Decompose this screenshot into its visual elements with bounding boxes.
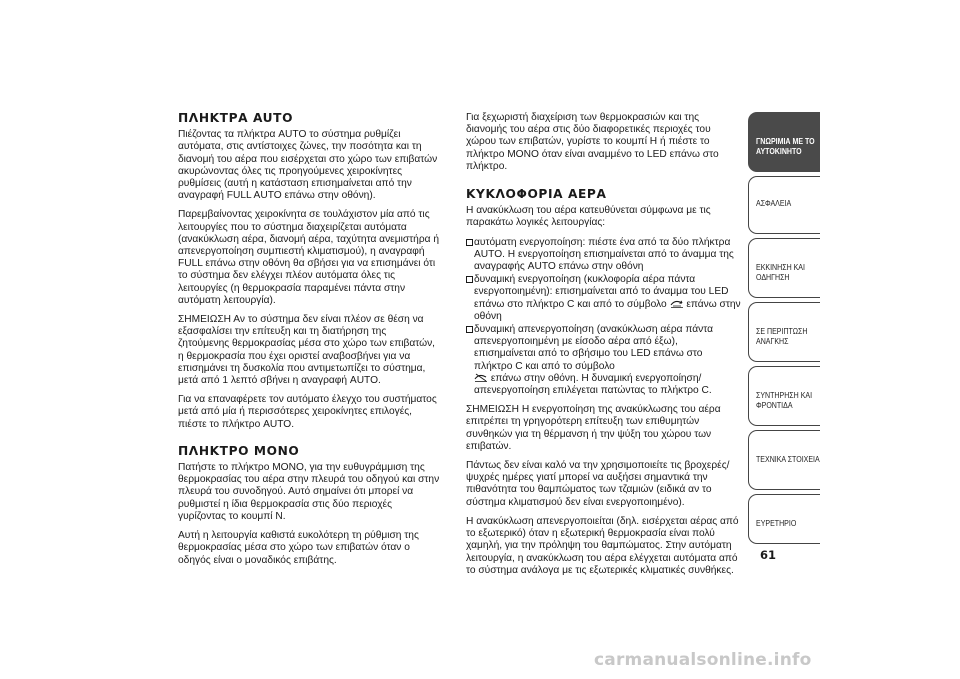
tab-maintenance-care[interactable]: ΣΥΝΤΗΡΗΣΗ ΚΑΙ ΦΡΟΝΤΙΔΑ [748,366,820,426]
paragraph: Πάντως δεν είναι καλό να την χρησιμοποιείτε τις βροχερές/ψυχρές ημέρες γιατί μπορεί να αυξήσει σημαντικά την πιθανότητα του θαμπώματος των τζαμιών (ειδικά αν το σύστημα κλιματισμού δεν είναι ενεργοποιημένο). [466,460,730,508]
tab-technical-data[interactable]: ΤΕΧΝΙΚΑ ΣΤΟΙΧΕΙΑ [748,430,820,490]
paragraph: Αυτή η λειτουργία καθιστά ευκολότερη τη ρύθμιση της θερμοκρασίας μέσα στο χώρο των επιβατών όταν ο οδηγός είναι ο μοναδικός επιβάτης. [178,530,419,566]
heading-air-circulation: ΚΥΚΛΟΦΟΡΙΑ ΑΕΡΑ [466,187,607,202]
paragraph: Παρεμβαίνοντας χειροκίνητα σε τουλάχιστον μία από τις λειτουργίες που το σύστημα διαχειρίζεται αυτόματα (ανακύκλωση αέρα, διανομή αέρα, ταχύτητα ανεμιστήρα ή απενεργοποίηση συμπιεστή κλιματισμού), η αναγραφή FULL επάνω στην οθόνη θα σβήσει για να επισημάνει ότι το σύστημα δεν ελέγχει πλέον αυτόματα όλες τις λειτουργίες (η θερμοκρασία παραμένει πάντα στην αυτόματη λειτουργία). [178,209,439,306]
paragraph: Πατήστε το πλήκτρο MONO, για την ευθυγράμμιση της θερμοκρασίας του αέρα στην πλευρά του οδηγού και στην πλευρά του συνοδηγού. Αυτό σημαίνει ότι μπορεί να ρυθμιστεί η ίδια θερμοκρασία στις δύο περιοχές γυρίζοντας το κουμπί N. [178,462,440,522]
paragraph: Πιέζοντας τα πλήκτρα AUTO το σύστημα ρυθμίζει αυτόματα, στις αντίστοιχες ζώνες, την ποσότητα και τη διανομή του αέρα που εισέρχεται στο χώρο των επιβατών ακυρώνοντας όλες τις προηγούμενες χειροκίνητες ρυθμίσεις (αυτή η κατάσταση επισημαίνεται από την αναγραφή FULL AUTO επάνω στην οθόνη). [178,129,438,202]
tab-starting-driving[interactable]: ΕΚΚΙΝΗΣΗ ΚΑΙ ΟΔΗΓΗΣΗ [748,238,820,298]
checkbox-bullet-icon [466,326,473,333]
list-item: δυναμική απενεργοποίηση (ανακύκλωση αέρα πάντα απενεργοποιημένη με είσοδο αέρα από έξω), επισημαίνεται από το σβήσιμο του LED επάνω στο πλήκτρο C και από το σύμβολο επάνω στην οθόνη. Η δυναμική ενεργοποίηση/απενεργοποίηση επιλέγεται πατώντας το πλήκτρο C. [466,324,742,397]
tab-emergency[interactable]: ΣΕ ΠΕΡΙΠΤΩΣΗ ΑΝΑΓΚΗΣ [748,302,820,362]
mode-list [466,237,742,398]
recirculation-icon [670,299,684,308]
heading-auto-buttons: ΠΛΗΚΤΡΑ AUTO [178,111,294,125]
right-column [466,112,742,584]
tab-getting-to-know-car[interactable]: ΓΝΩΡΙΜΙΑ ΜΕ ΤΟ ΑΥΤΟΚΙΝΗΤΟ [748,112,820,172]
list-item: δυναμική ενεργοποίηση (κυκλοφορία αέρα πάντα ενεργοποιημένη): επισημαίνεται από το άναμμα του LED επάνω στο πλήκτρο C και από το σύμβολο επάνω στην οθόνη [466,274,742,323]
note-paragraph: ΣΗΜΕΙΩΣΗ Η ενεργοποίηση της ανακύκλωσης του αέρα επιτρέπει τη γρηγορότερη επίτευξη των επιθυμητών συνθηκών για τη θέρμανση ή την ψύξη του χώρου των επιβατών. [466,404,721,452]
paragraph: Η ανακύκλωση του αέρα κατευθύνεται σύμφωνα με τις παρακάτω λογικές λειτουργίας: [466,205,711,229]
left-column [178,112,440,574]
paragraph: Για ξεχωριστή διαχείριση των θερμοκρασιών και της διανομής του αέρα στις δύο διαφορετικές περιοχές του χώρου των επιβατών, γυρίστε το κουμπί H ή πιέστε το πλήκτρο MONO όταν είναι αναμμένο το LED επάνω στο πλήκτρο. [466,112,719,172]
watermark-text: carmanualsonline.info [594,650,812,670]
tab-index[interactable]: ΕΥΡΕΤΗΡΙΟ [748,494,820,544]
paragraph: Η ανακύκλωση απενεργοποιείται (δηλ. εισέρχεται αέρας από το εξωτερικό) όταν η εξωτερική θερμοκρασία είναι πολύ χαμηλή, για την πρόληψη του θαμπώματος. Στην αυτόματη λειτουργία, η ανακύκλωση του αέρα ελέγχεται αυτόματα από το σύστημα ανάλογα με τις εξωτερικές κλιματικές συνθήκες. [466,515,739,576]
note-paragraph: ΣΗΜΕΙΩΣΗ Αν το σύστημα δεν είναι πλέον σε θέση να εξασφαλίσει την επίτευξη και τη διατήρηση της ζητούμενης θερμοκρασίας μέσα στο χώρο των επιβατών, η θερμοκρασία που έχει οριστεί αναβοσβήνει για να επισημάνει τη δυσκολία που αντιμετωπίζει το σύστημα, μετά από 1 λεπτό σβήνει η αναγραφή AUTO. [178,314,435,387]
recirculation-off-icon [474,373,488,382]
page-number: 61 [760,548,777,562]
heading-mono-button: ΠΛΗΚΤΡΟ MONO [178,443,300,458]
tab-safety[interactable]: ΑΣΦΑΛΕΙΑ [748,176,820,234]
paragraph: Για να επαναφέρετε τον αυτόματο έλεγχο του συστήματος μετά από μία ή περισσότερες χειροκίνητες επιλογές, πιέστε το πλήκτρο AUTO. [178,394,437,430]
checkbox-bullet-icon [466,276,473,283]
list-item: αυτόματη ενεργοποίηση: πιέστε ένα από τα δύο πλήκτρα AUTO. Η ενεργοποίηση επισημαίνεται από το άναμμα της αναγραφής AUTO επάνω στην οθόνη [466,237,742,274]
checkbox-bullet-icon [466,239,473,246]
